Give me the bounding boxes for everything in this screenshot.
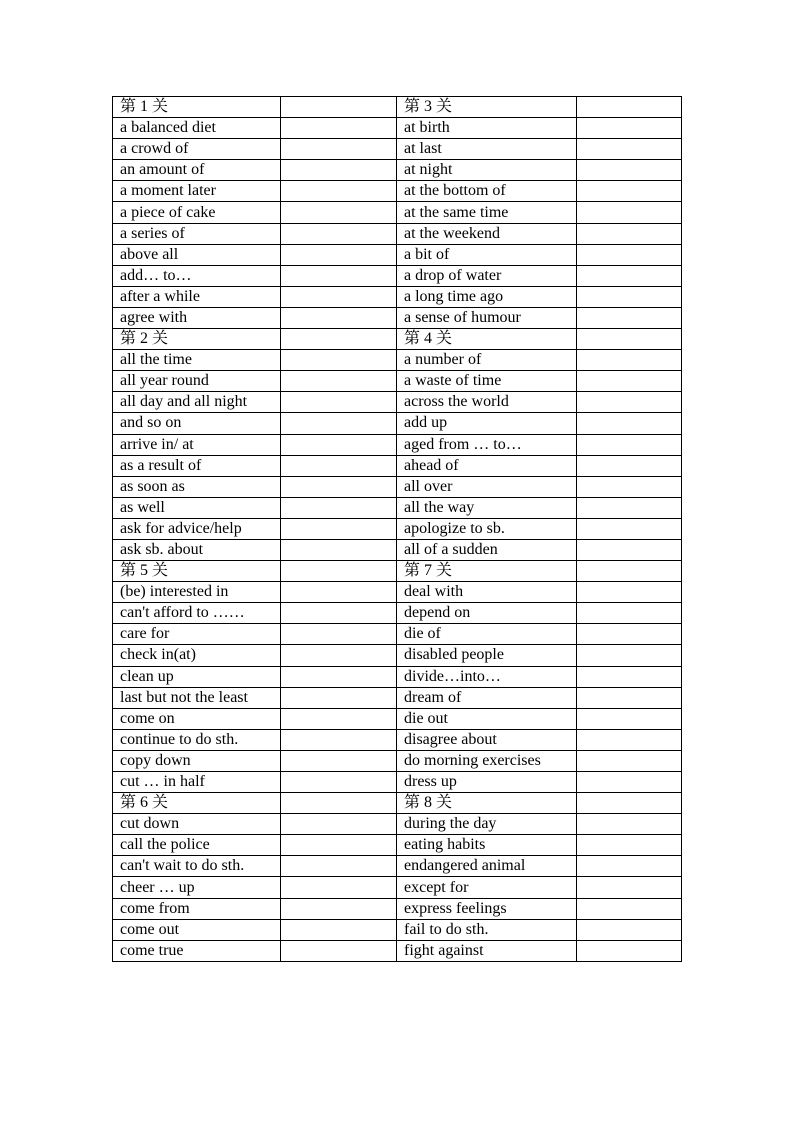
answer-blank-left[interactable]	[281, 940, 397, 961]
answer-blank-right[interactable]	[577, 582, 682, 603]
phrase-row	[113, 244, 682, 265]
phrase-left: above all	[113, 244, 281, 265]
answer-blank-right[interactable]	[577, 350, 682, 371]
phrase-left: as well	[113, 497, 281, 518]
answer-blank-left[interactable]	[281, 518, 397, 539]
level-title-left: 第 1 关	[113, 97, 281, 118]
phrase-right: dream of	[397, 687, 577, 708]
phrase-left: and so on	[113, 413, 281, 434]
answer-blank-left[interactable]	[281, 561, 397, 582]
phrase-right: depend on	[397, 603, 577, 624]
answer-blank-right[interactable]	[577, 687, 682, 708]
phrase-row	[113, 708, 682, 729]
phrase-row	[113, 286, 682, 307]
phrase-right: at night	[397, 160, 577, 181]
phrase-left: care for	[113, 624, 281, 645]
answer-blank-right[interactable]	[577, 497, 682, 518]
phrase-left: ask sb. about	[113, 539, 281, 560]
answer-blank-left[interactable]	[281, 729, 397, 750]
phrase-row	[113, 582, 682, 603]
phrase-right: a waste of time	[397, 371, 577, 392]
answer-blank-left[interactable]	[281, 307, 397, 328]
phrase-row	[113, 877, 682, 898]
phrase-right: a drop of water	[397, 265, 577, 286]
answer-blank-left[interactable]	[281, 97, 397, 118]
phrase-left: come on	[113, 708, 281, 729]
level-header-row	[113, 329, 682, 350]
level-header-row	[113, 793, 682, 814]
answer-blank-right[interactable]	[577, 160, 682, 181]
answer-blank-left[interactable]	[281, 202, 397, 223]
phrase-row	[113, 181, 682, 202]
answer-blank-left[interactable]	[281, 434, 397, 455]
answer-blank-right[interactable]	[577, 772, 682, 793]
answer-blank-right[interactable]	[577, 476, 682, 497]
level-header-row	[113, 561, 682, 582]
phrase-row	[113, 645, 682, 666]
phrase-right: aged from … to…	[397, 434, 577, 455]
phrase-right: add up	[397, 413, 577, 434]
answer-blank-right[interactable]	[577, 307, 682, 328]
answer-blank-right[interactable]	[577, 202, 682, 223]
phrase-right: except for	[397, 877, 577, 898]
answer-blank-right[interactable]	[577, 286, 682, 307]
level-title-right: 第 7 关	[397, 561, 577, 582]
answer-blank-right[interactable]	[577, 392, 682, 413]
vocabulary-sheet	[112, 96, 682, 962]
answer-blank-right[interactable]	[577, 455, 682, 476]
phrase-row	[113, 835, 682, 856]
phrase-row	[113, 160, 682, 181]
phrase-right: at the weekend	[397, 223, 577, 244]
level-title-right: 第 4 关	[397, 329, 577, 350]
phrase-left: call the police	[113, 835, 281, 856]
phrase-row	[113, 814, 682, 835]
answer-blank-left[interactable]	[281, 793, 397, 814]
phrase-right: a number of	[397, 350, 577, 371]
level-title-left: 第 2 关	[113, 329, 281, 350]
phrase-left: check in(at)	[113, 645, 281, 666]
phrase-left: copy down	[113, 750, 281, 771]
phrase-right: endangered animal	[397, 856, 577, 877]
phrase-right: at last	[397, 139, 577, 160]
phrase-left: come true	[113, 940, 281, 961]
phrase-left: cut … in half	[113, 772, 281, 793]
answer-blank-right[interactable]	[577, 940, 682, 961]
level-title-left: 第 6 关	[113, 793, 281, 814]
phrase-left: continue to do sth.	[113, 729, 281, 750]
phrase-row	[113, 139, 682, 160]
phrase-right: all of a sudden	[397, 539, 577, 560]
phrase-right: a bit of	[397, 244, 577, 265]
phrase-right: express feelings	[397, 898, 577, 919]
answer-blank-right[interactable]	[577, 561, 682, 582]
answer-blank-left[interactable]	[281, 708, 397, 729]
answer-blank-right[interactable]	[577, 265, 682, 286]
phrase-right: divide…into…	[397, 666, 577, 687]
phrase-right: die of	[397, 624, 577, 645]
answer-blank-right[interactable]	[577, 518, 682, 539]
answer-blank-left[interactable]	[281, 139, 397, 160]
phrase-left: cheer … up	[113, 877, 281, 898]
answer-blank-right[interactable]	[577, 371, 682, 392]
phrase-left: a crowd of	[113, 139, 281, 160]
phrase-row	[113, 307, 682, 328]
answer-blank-left[interactable]	[281, 835, 397, 856]
answer-blank-right[interactable]	[577, 97, 682, 118]
phrase-right: fail to do sth.	[397, 919, 577, 940]
phrase-row	[113, 750, 682, 771]
phrase-right: apologize to sb.	[397, 518, 577, 539]
phrase-right: a long time ago	[397, 286, 577, 307]
answer-blank-left[interactable]	[281, 666, 397, 687]
answer-blank-right[interactable]	[577, 708, 682, 729]
phrase-row	[113, 455, 682, 476]
answer-blank-left[interactable]	[281, 265, 397, 286]
phrase-right: at the same time	[397, 202, 577, 223]
phrase-row	[113, 265, 682, 286]
level-title-left: 第 5 关	[113, 561, 281, 582]
answer-blank-left[interactable]	[281, 413, 397, 434]
level-header-row	[113, 97, 682, 118]
answer-blank-left[interactable]	[281, 898, 397, 919]
phrase-left: a series of	[113, 223, 281, 244]
answer-blank-right[interactable]	[577, 835, 682, 856]
answer-blank-right[interactable]	[577, 434, 682, 455]
phrase-left: last but not the least	[113, 687, 281, 708]
phrase-left: a balanced diet	[113, 118, 281, 139]
answer-blank-right[interactable]	[577, 919, 682, 940]
phrase-table	[112, 96, 682, 962]
phrase-left: (be) interested in	[113, 582, 281, 603]
phrase-row	[113, 940, 682, 961]
answer-blank-left[interactable]	[281, 687, 397, 708]
phrase-row	[113, 898, 682, 919]
phrase-right: do morning exercises	[397, 750, 577, 771]
answer-blank-right[interactable]	[577, 603, 682, 624]
answer-blank-right[interactable]	[577, 793, 682, 814]
phrase-row	[113, 772, 682, 793]
answer-blank-right[interactable]	[577, 539, 682, 560]
phrase-left: can't wait to do sth.	[113, 856, 281, 877]
phrase-right: deal with	[397, 582, 577, 603]
phrase-left: a piece of cake	[113, 202, 281, 223]
answer-blank-right[interactable]	[577, 750, 682, 771]
phrase-row	[113, 919, 682, 940]
answer-blank-left[interactable]	[281, 286, 397, 307]
answer-blank-right[interactable]	[577, 729, 682, 750]
phrase-row	[113, 603, 682, 624]
phrase-left: add… to…	[113, 265, 281, 286]
answer-blank-left[interactable]	[281, 856, 397, 877]
answer-blank-left[interactable]	[281, 371, 397, 392]
answer-blank-left[interactable]	[281, 392, 397, 413]
phrase-row	[113, 518, 682, 539]
phrase-row	[113, 392, 682, 413]
answer-blank-left[interactable]	[281, 329, 397, 350]
answer-blank-right[interactable]	[577, 898, 682, 919]
phrase-right: a sense of humour	[397, 307, 577, 328]
phrase-left: can't afford to ……	[113, 603, 281, 624]
answer-blank-left[interactable]	[281, 497, 397, 518]
answer-blank-left[interactable]	[281, 624, 397, 645]
phrase-left: after a while	[113, 286, 281, 307]
answer-blank-right[interactable]	[577, 413, 682, 434]
phrase-row	[113, 539, 682, 560]
answer-blank-right[interactable]	[577, 877, 682, 898]
answer-blank-left[interactable]	[281, 582, 397, 603]
phrase-right: disagree about	[397, 729, 577, 750]
phrase-right: disabled people	[397, 645, 577, 666]
phrase-row	[113, 118, 682, 139]
phrase-row	[113, 476, 682, 497]
answer-blank-right[interactable]	[577, 244, 682, 265]
phrase-row	[113, 624, 682, 645]
phrase-left: all day and all night	[113, 392, 281, 413]
phrase-right: at the bottom of	[397, 181, 577, 202]
answer-blank-left[interactable]	[281, 814, 397, 835]
phrase-left: all year round	[113, 371, 281, 392]
phrase-left: cut down	[113, 814, 281, 835]
phrase-row	[113, 497, 682, 518]
phrase-row	[113, 413, 682, 434]
answer-blank-right[interactable]	[577, 118, 682, 139]
phrase-left: agree with	[113, 307, 281, 328]
phrase-right: fight against	[397, 940, 577, 961]
phrase-left: arrive in/ at	[113, 434, 281, 455]
phrase-left: come from	[113, 898, 281, 919]
level-title-right: 第 3 关	[397, 97, 577, 118]
phrase-right: during the day	[397, 814, 577, 835]
phrase-right: at birth	[397, 118, 577, 139]
answer-blank-right[interactable]	[577, 181, 682, 202]
phrase-row	[113, 856, 682, 877]
phrase-left: ask for advice/help	[113, 518, 281, 539]
phrase-left: as a result of	[113, 455, 281, 476]
answer-blank-right[interactable]	[577, 223, 682, 244]
phrase-right: all over	[397, 476, 577, 497]
phrase-row	[113, 729, 682, 750]
answer-blank-right[interactable]	[577, 666, 682, 687]
phrase-row	[113, 202, 682, 223]
answer-blank-left[interactable]	[281, 350, 397, 371]
phrase-left: a moment later	[113, 181, 281, 202]
phrase-right: dress up	[397, 772, 577, 793]
phrase-left: clean up	[113, 666, 281, 687]
answer-blank-left[interactable]	[281, 181, 397, 202]
answer-blank-left[interactable]	[281, 223, 397, 244]
phrase-right: eating habits	[397, 835, 577, 856]
phrase-left: all the time	[113, 350, 281, 371]
answer-blank-right[interactable]	[577, 814, 682, 835]
answer-blank-right[interactable]	[577, 624, 682, 645]
phrase-left: as soon as	[113, 476, 281, 497]
answer-blank-left[interactable]	[281, 118, 397, 139]
answer-blank-right[interactable]	[577, 645, 682, 666]
answer-blank-left[interactable]	[281, 750, 397, 771]
level-title-right: 第 8 关	[397, 793, 577, 814]
phrase-left: come out	[113, 919, 281, 940]
answer-blank-left[interactable]	[281, 160, 397, 181]
phrase-row	[113, 350, 682, 371]
phrase-row	[113, 223, 682, 244]
answer-blank-right[interactable]	[577, 139, 682, 160]
answer-blank-left[interactable]	[281, 877, 397, 898]
phrase-row	[113, 666, 682, 687]
phrase-right: all the way	[397, 497, 577, 518]
phrase-row	[113, 687, 682, 708]
phrase-right: die out	[397, 708, 577, 729]
answer-blank-left[interactable]	[281, 455, 397, 476]
phrase-right: across the world	[397, 392, 577, 413]
answer-blank-left[interactable]	[281, 645, 397, 666]
phrase-table-body	[113, 97, 682, 962]
phrase-left: an amount of	[113, 160, 281, 181]
phrase-row	[113, 371, 682, 392]
answer-blank-left[interactable]	[281, 772, 397, 793]
answer-blank-left[interactable]	[281, 476, 397, 497]
phrase-row	[113, 434, 682, 455]
phrase-right: ahead of	[397, 455, 577, 476]
answer-blank-right[interactable]	[577, 329, 682, 350]
answer-blank-left[interactable]	[281, 603, 397, 624]
answer-blank-left[interactable]	[281, 244, 397, 265]
answer-blank-left[interactable]	[281, 919, 397, 940]
answer-blank-left[interactable]	[281, 539, 397, 560]
answer-blank-right[interactable]	[577, 856, 682, 877]
